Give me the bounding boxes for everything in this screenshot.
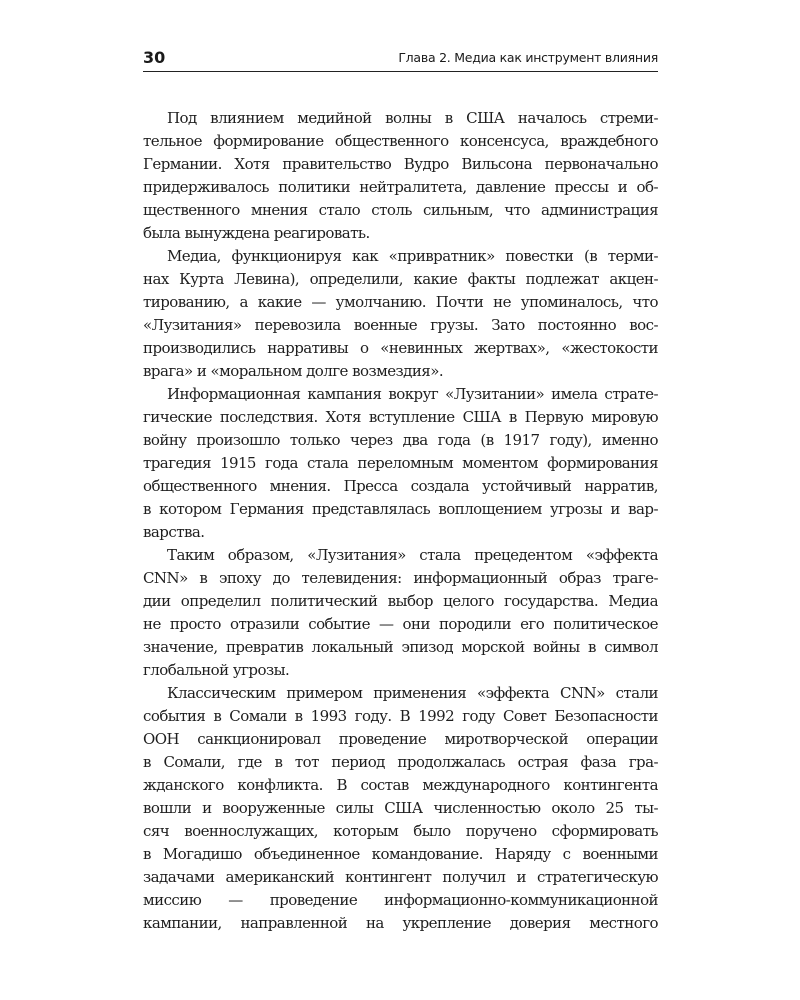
text-line: придерживалось политики нейтралитета, давление прессы и об- bbox=[143, 178, 658, 196]
text-line: Таким образом, «Лузитания» стала прецедентом «эффекта bbox=[167, 546, 658, 564]
text-line: CNN» в эпоху до телевидения: информационный образ траге- bbox=[143, 569, 658, 587]
paragraph bbox=[143, 383, 658, 544]
text-line: в Сомали, где в тот период продолжалась острая фаза гра- bbox=[143, 753, 658, 771]
chapter-title: Глава 2. Медиа как инструмент влияния bbox=[398, 50, 658, 65]
text-line: щественного мнения стало столь сильным, что администрация bbox=[143, 201, 658, 219]
text-line: общественного мнения. Пресса создала устойчивый нарратив, bbox=[143, 477, 658, 495]
text-line: сяч военнослужащих, которым было поручено сформировать bbox=[143, 822, 658, 840]
text-line: «Лузитания» перевозила военные грузы. Зато постоянно вос- bbox=[143, 316, 658, 334]
text-line: задачами американский контингент получил и стратегическую bbox=[143, 868, 658, 886]
text-line: кампании, направленной на укрепление доверия местного bbox=[143, 914, 658, 932]
text-line: в Могадишо объединенное командование. Наряду с военными bbox=[143, 845, 658, 863]
body-text bbox=[143, 107, 658, 935]
text-line: варства. bbox=[143, 523, 205, 541]
text-line: врага» и «моральном долге возмездия». bbox=[143, 362, 444, 380]
text-line: глобальной угрозы. bbox=[143, 661, 290, 679]
text-line: ООН санкционировал проведение миротворческой операции bbox=[143, 730, 658, 748]
paragraph bbox=[143, 245, 658, 383]
text-line: Классическим примером применения «эффекта CNN» стали bbox=[167, 684, 658, 702]
text-line: в котором Германия представлялась воплощением угрозы и вар- bbox=[143, 500, 658, 518]
text-line: Информационная кампания вокруг «Лузитании» имела страте- bbox=[167, 385, 658, 403]
text-line: жданского конфликта. В состав международного контингента bbox=[143, 776, 658, 794]
text-line: была вынуждена реагировать. bbox=[143, 224, 370, 242]
text-line: значение, превратив локальный эпизод морской войны в символ bbox=[143, 638, 658, 656]
paragraph bbox=[143, 544, 658, 682]
text-line: производились нарративы о «невинных жертвах», «жестокости bbox=[143, 339, 658, 357]
text-line: нах Курта Левина), определили, какие факты подлежат акцен- bbox=[143, 270, 658, 288]
text-line: Медиа, функционируя как «привратник» повестки (в терми- bbox=[167, 247, 658, 265]
text-line: трагедия 1915 года стала переломным моментом формирования bbox=[143, 454, 658, 472]
text-line: тельное формирование общественного консенсуса, враждебного bbox=[143, 132, 658, 150]
text-line: события в Сомали в 1993 году. В 1992 году Совет Безопасности bbox=[143, 707, 658, 725]
page-number: 30 bbox=[143, 48, 166, 67]
text-line: миссию — проведение информационно-коммуникационной bbox=[143, 891, 658, 909]
text-line: не просто отразили событие — они породили его политическое bbox=[143, 615, 658, 633]
text-line: войну произошло только через два года (в 1917 году), именно bbox=[143, 431, 658, 449]
text-line: Под влиянием медийной волны в США началось стреми- bbox=[167, 109, 658, 127]
running-header bbox=[143, 47, 658, 72]
text-line: тированию, а какие — умолчанию. Почти не упоминалось, что bbox=[143, 293, 658, 311]
text-line: дии определил политический выбор целого государства. Медиа bbox=[143, 592, 658, 610]
text-line: вошли и вооруженные силы США численностью около 25 ты- bbox=[143, 799, 658, 817]
paragraph bbox=[143, 107, 658, 245]
text-line: гические последствия. Хотя вступление США в Первую мировую bbox=[143, 408, 658, 426]
paragraph bbox=[143, 682, 658, 935]
text-line: Германии. Хотя правительство Вудро Вильсона первоначально bbox=[143, 155, 658, 173]
